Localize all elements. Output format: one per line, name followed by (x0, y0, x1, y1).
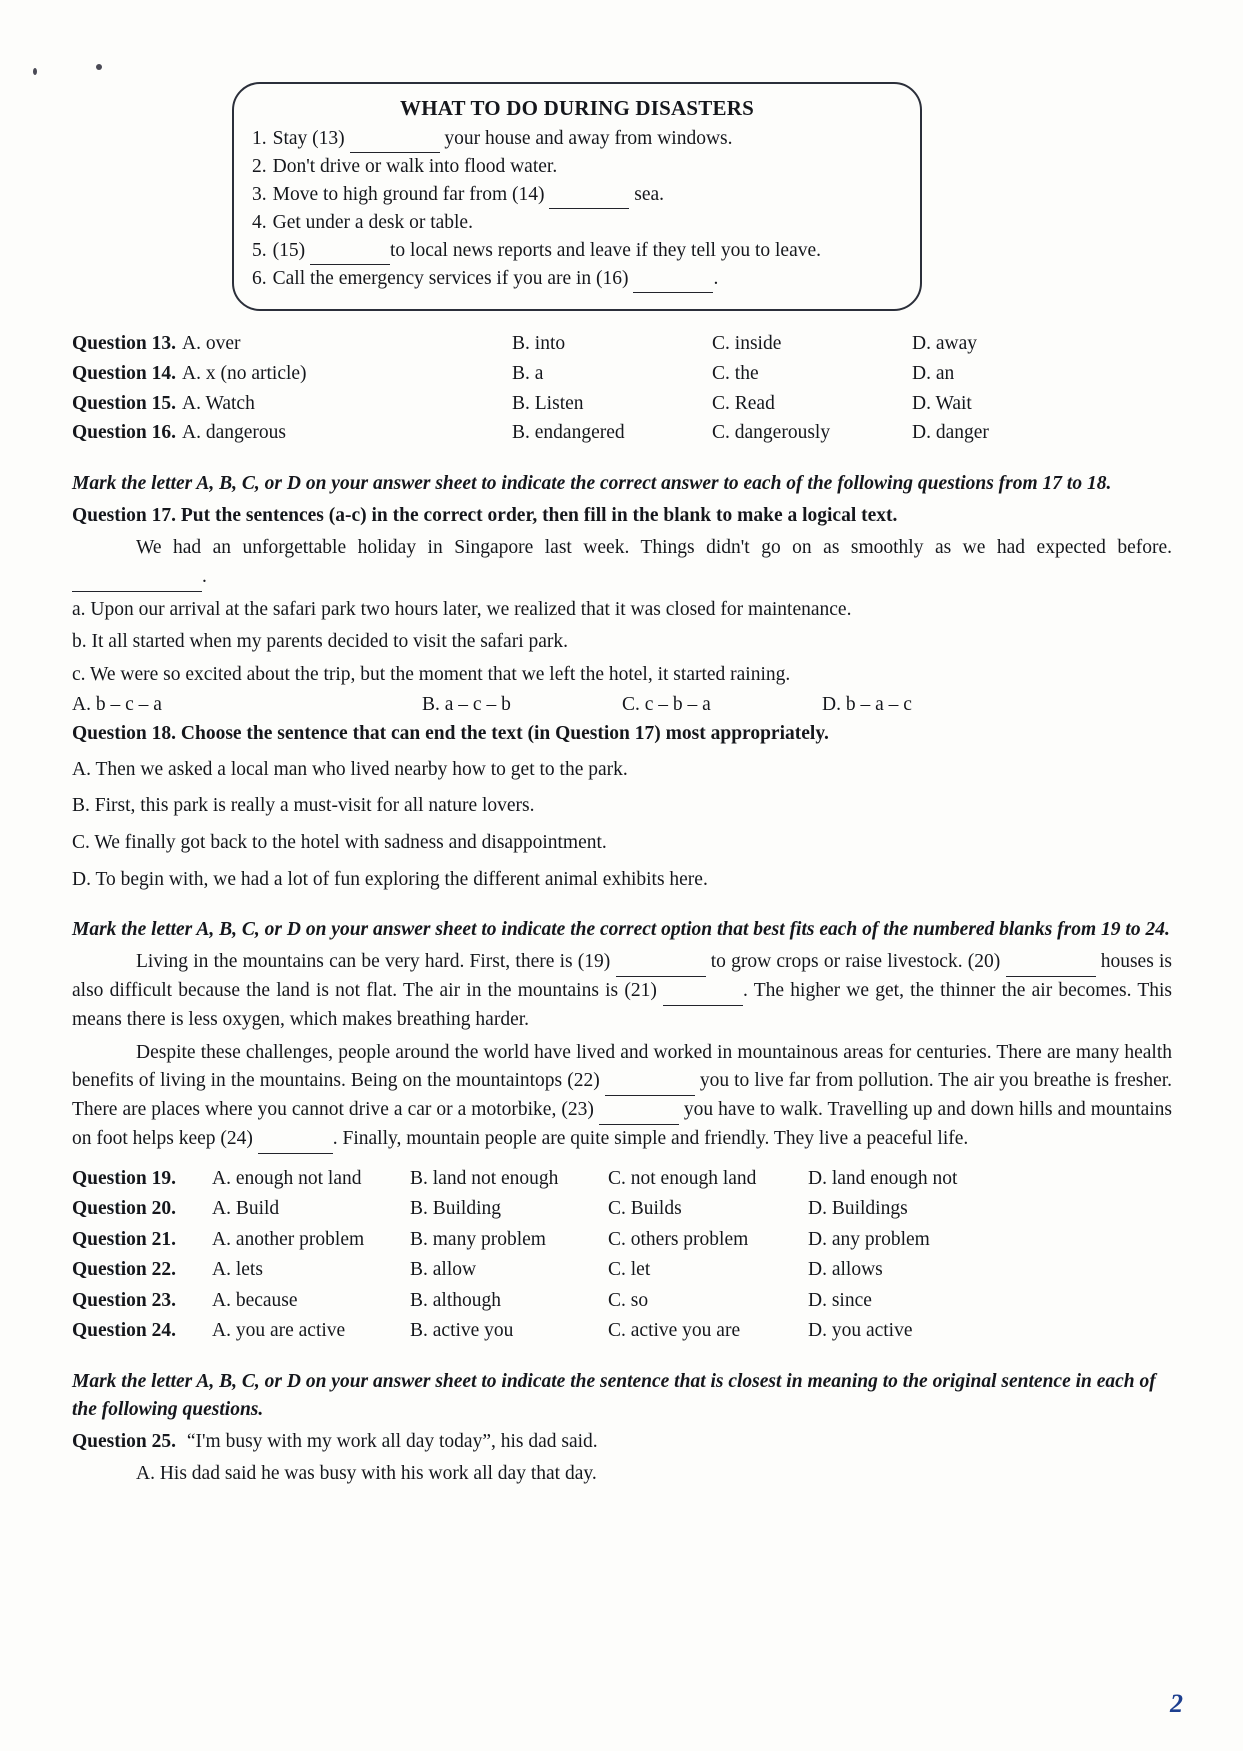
option-c[interactable]: C. Read (712, 392, 775, 414)
option-a[interactable]: A. x (no article) (182, 363, 307, 385)
answer-blank-19 (616, 956, 706, 977)
option-c[interactable]: C. inside (712, 333, 782, 355)
answer-blank-20 (1006, 956, 1096, 977)
option-c[interactable]: C. so (608, 1289, 649, 1311)
list-item: 5. (15) to local news reports and leave if they tell you to leave. (252, 237, 902, 265)
option-a[interactable]: A. dangerous (182, 422, 286, 444)
option-c[interactable]: C. Builds (608, 1198, 682, 1220)
question-17-sentence-b: b. It all started when my parents decided to visit the safari park. (72, 631, 569, 653)
option-c[interactable]: C. others problem (608, 1228, 749, 1250)
question-label: Question 21. (72, 1228, 177, 1250)
option-a[interactable]: A. b – c – a (72, 693, 162, 715)
instruction-17-18: Mark the letter A, B, C, or D on your answer sheet to indicate the correct answer to each of the following questions from 17 to 18. (72, 472, 1112, 494)
option-d[interactable]: D. any problem (808, 1228, 930, 1250)
option-c[interactable]: C. We finally got back to the hotel with sadness and disappointment. (72, 832, 607, 854)
option-c[interactable]: C. not enough land (608, 1167, 757, 1189)
option-c[interactable]: C. c – b – a (622, 693, 711, 715)
question-25-text: “I'm busy with my work all day today”, his dad said. (186, 1430, 598, 1452)
options-table-19-24 (72, 1164, 1172, 1346)
table-row (72, 1255, 1172, 1285)
answer-blank-14 (549, 189, 629, 210)
option-d[interactable]: D. an (912, 363, 955, 385)
option-d[interactable]: D. you active (808, 1320, 913, 1342)
answer-blank-21 (663, 985, 743, 1006)
option-b[interactable]: B. Listen (512, 392, 584, 414)
table-row (72, 418, 1172, 448)
option-b[interactable]: B. active you (410, 1320, 514, 1342)
table-row (72, 1316, 1172, 1346)
table-row (72, 389, 1172, 419)
question-label: Question 13. (72, 333, 177, 355)
option-d[interactable]: D. away (912, 333, 977, 355)
option-a[interactable]: A. another problem (212, 1228, 365, 1250)
list-item: 2. Don't drive or walk into flood water. (252, 156, 558, 178)
option-a[interactable]: A. Then we asked a local man who lived nearby how to get to the park. (72, 758, 628, 780)
table-row (72, 1194, 1172, 1224)
page-content (72, 82, 1172, 1489)
passage-paragraph-2: Despite these challenges, people around the world have lived and worked in mountainous areas for centuries. There are many health benefits of living in the mountains. Being on the mountaintops (22) you to live far from pollution. The air you breathe is fresher. There are places where you cannot drive a car or a motorbike, (23) you have to walk. Travelling up and down hills and mountains on foot helps keep (24) . Finally, mountain people are quite simple and friendly. They live a peaceful life. (72, 1039, 1172, 1154)
option-b[interactable]: B. endangered (512, 422, 625, 444)
scan-speck-icon (33, 68, 37, 75)
question-label: Question 22. (72, 1259, 177, 1281)
question-label: Question 15. (72, 392, 177, 414)
box-item-list (252, 125, 902, 293)
option-a[interactable]: A. because (212, 1289, 298, 1311)
disaster-instructions-box (232, 82, 922, 311)
answer-blank-24 (258, 1133, 333, 1154)
page-number: 2 (1170, 1689, 1183, 1718)
question-18-heading: Question 18. Choose the sentence that can end the text (in Question 17) most appropriately. (72, 722, 829, 744)
answer-blank-13 (350, 133, 440, 154)
answer-blank-15 (310, 245, 390, 266)
options-table-13-16 (72, 329, 1172, 448)
answer-blank-23 (599, 1105, 679, 1126)
question-label: Question 20. (72, 1198, 177, 1220)
option-a[interactable]: A. lets (212, 1259, 263, 1281)
question-label: Question 14. (72, 363, 177, 385)
question-label: Question 25. (72, 1430, 177, 1452)
question-17-stem: We had an unforgettable holiday in Singapore last week. Things didn't go on as smoothly as we had expected before. . (72, 534, 1172, 592)
question-17-sentence-c: c. We were so excited about the trip, but the moment that we left the hotel, it started raining. (72, 663, 791, 685)
table-row (72, 359, 1172, 389)
option-c[interactable]: C. the (712, 363, 759, 385)
option-b[interactable]: B. First, this park is really a must-visit for all nature lovers. (72, 795, 535, 817)
instruction-19-24: Mark the letter A, B, C, or D on your answer sheet to indicate the correct option that best fits each of the numbered blanks from 19 to 24. (72, 919, 1170, 941)
option-b[interactable]: B. although (410, 1289, 501, 1311)
answer-blank-17 (72, 571, 202, 592)
question-label: Question 24. (72, 1320, 177, 1342)
list-item: 1. Stay (13) your house and away from windows. (252, 125, 902, 153)
question-label: Question 19. (72, 1167, 177, 1189)
list-item: 3. Move to high ground far from (14) sea. (252, 181, 902, 209)
question-17-sentence-a: a. Upon our arrival at the safari park two hours later, we realized that it was closed for maintenance. (72, 598, 852, 620)
option-d[interactable]: D. To begin with, we had a lot of fun exploring the different animal exhibits here. (72, 868, 708, 890)
option-b[interactable]: B. Building (410, 1198, 502, 1220)
option-d[interactable]: D. danger (912, 422, 989, 444)
question-17-heading: Question 17. Put the sentences (a-c) in the correct order, then fill in the blank to make a logical text. (72, 504, 898, 526)
table-row (72, 1286, 1172, 1316)
options-list-18 (72, 755, 1172, 895)
answer-blank-22 (605, 1076, 695, 1097)
option-b[interactable]: B. a – c – b (422, 693, 511, 715)
table-row (72, 1225, 1172, 1255)
question-25-heading (72, 1427, 1172, 1457)
option-a[interactable]: A. enough not land (212, 1167, 362, 1189)
table-row (72, 329, 1172, 359)
list-item: 6. Call the emergency services if you are in (16) . (252, 265, 902, 293)
question-label: Question 23. (72, 1289, 177, 1311)
option-c[interactable]: C. dangerously (712, 422, 831, 444)
option-c[interactable]: C. let (608, 1259, 651, 1281)
list-item: 4. Get under a desk or table. (252, 212, 473, 234)
option-b[interactable]: B. allow (410, 1259, 477, 1281)
option-d[interactable]: D. Wait (912, 392, 972, 414)
option-c[interactable]: C. active you are (608, 1320, 741, 1342)
option-d[interactable]: D. land enough not (808, 1167, 958, 1189)
option-d[interactable]: D. b – a – c (822, 693, 912, 715)
option-b[interactable]: B. many problem (410, 1228, 546, 1250)
option-d[interactable]: D. Buildings (808, 1198, 908, 1220)
option-b[interactable]: B. land not enough (410, 1167, 559, 1189)
options-row-17 (72, 694, 1172, 716)
option-a[interactable]: A. you are active (212, 1320, 346, 1342)
option-b[interactable]: B. a (512, 363, 544, 385)
option-a[interactable]: A. over (182, 333, 241, 355)
option-a[interactable]: A. Build (212, 1198, 280, 1220)
option-a[interactable]: A. Watch (182, 392, 255, 414)
question-label: Question 16. (72, 422, 177, 444)
passage-paragraph-1: Living in the mountains can be very hard. First, there is (19) to grow crops or raise livestock. (20) houses is also difficult because the land is not flat. The air in the mountains is (21) . The higher we get, the thinner the air becomes. This means there is less oxygen, which makes breathing harder. (72, 950, 1173, 1030)
table-row (72, 1164, 1172, 1194)
scan-speck-icon (96, 64, 102, 70)
question-25-option-a[interactable]: A. His dad said he was busy with his work all day that day. (136, 1463, 597, 1485)
option-d[interactable]: D. allows (808, 1259, 883, 1281)
option-b[interactable]: B. into (512, 333, 566, 355)
option-d[interactable]: D. since (808, 1289, 872, 1311)
instruction-25: Mark the letter A, B, C, or D on your answer sheet to indicate the sentence that is closest in meaning to the original sentence in each of the following questions. (72, 1371, 1156, 1421)
box-title: WHAT TO DO DURING DISASTERS (400, 96, 754, 120)
answer-blank-16 (633, 273, 713, 294)
